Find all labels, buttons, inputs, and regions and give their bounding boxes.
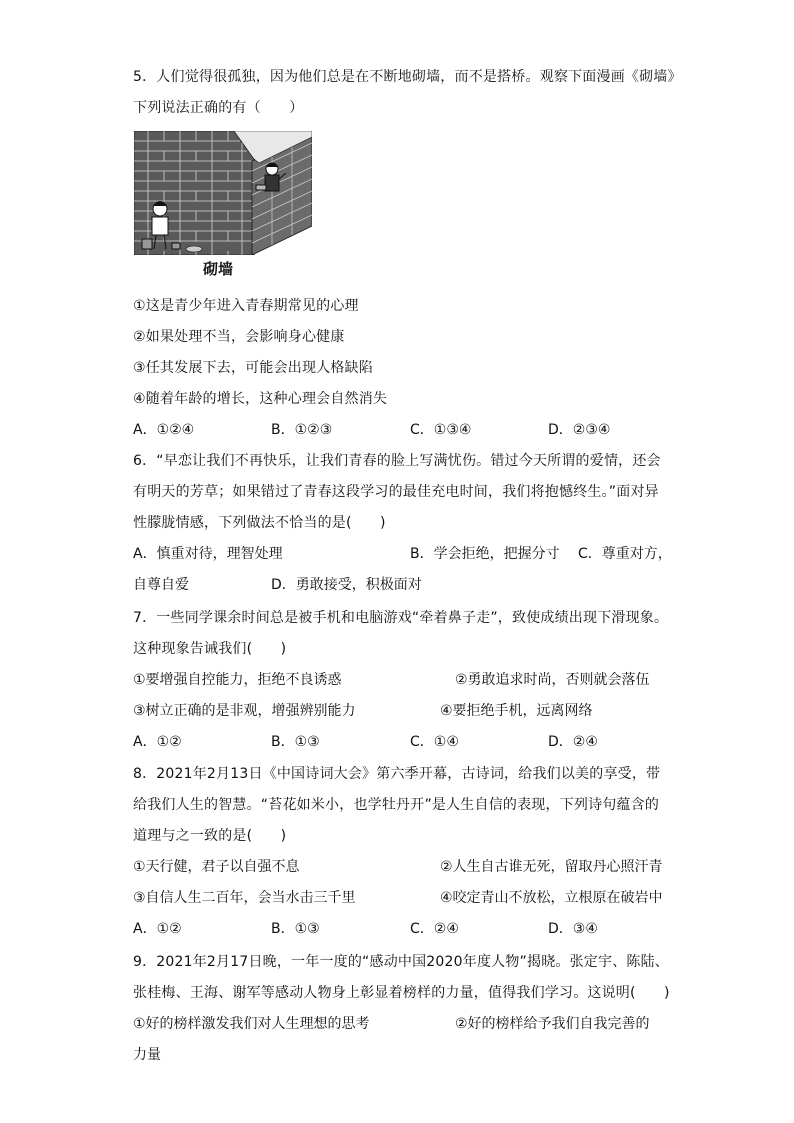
left-wall	[134, 131, 254, 255]
q6-option-d: D．勇敢接受，积极面对	[271, 577, 422, 593]
q6-option-c: C．尊重对方，	[578, 546, 672, 562]
q5-stem-line2: 下列说法正确的有（ ）	[133, 100, 304, 116]
q8-statement-4: ④咬定青山不放松，立根原在破岩中	[440, 890, 663, 906]
q9-statement-2: ②好的榜样给予我们自我完善的	[455, 1016, 650, 1032]
q7-option-b: B．①③	[271, 734, 320, 750]
q8-option-b: B．①③	[271, 921, 320, 937]
q6-option-c-cont: 自尊自爱	[133, 577, 189, 593]
q6-stem-line3: 性朦胧情感，下列做法不恰当的是( )	[133, 515, 386, 531]
q5-statement-3: ③任其发展下去，可能会出现人格缺陷	[133, 360, 373, 376]
q7-stem-line2: 这种现象告诫我们( )	[133, 641, 287, 657]
q5-option-d: D．②③④	[548, 422, 611, 438]
q8-statement-3: ③自信人生二百年，会当水击三千里	[133, 890, 356, 906]
q9-stem-line1: 9．2021年2月17日晚，一年一度的“感动中国2020年度人物”揭晓。张定宇、陈陆、	[133, 954, 669, 970]
q8-option-a: A．①②	[133, 921, 182, 937]
q7-option-a: A．①②	[133, 734, 182, 750]
q8-option-d: D．③④	[548, 921, 598, 937]
brick-wall-cartoon	[134, 131, 312, 255]
q5-statement-1: ①这是青少年进入青春期常见的心理	[133, 298, 359, 314]
q7-statement-4: ④要拒绝手机，远离网络	[440, 703, 593, 719]
q8-stem-line1: 8．2021年2月13日《中国诗词大会》第六季开幕，古诗词，给我们以美的享受，带	[133, 766, 661, 782]
q9-statement-1: ①好的榜样激发我们对人生理想的思考	[133, 1016, 370, 1032]
q6-stem-line2: 有明天的芳草；如果错过了青春这段学习的最佳充电时间，我们将抱憾终生。”面对异	[133, 484, 659, 500]
q7-option-d: D．②④	[548, 734, 598, 750]
q6-option-a: A．慎重对待，理智处理	[133, 546, 283, 562]
cartoon-caption: 砌墙	[203, 260, 234, 278]
q5-option-c: C．①③④	[410, 422, 472, 438]
q5-statement-4: ④随着年龄的增长，这种心理会自然消失	[133, 391, 388, 407]
q7-statement-2: ②勇敢追求时尚，否则就会落伍	[455, 672, 650, 688]
q9-stem-line2: 张桂梅、王海、谢军等感动人物身上彰显着榜样的力量，值得我们学习。这说明( )	[133, 985, 670, 1001]
q6-stem-line1: 6．“早恋让我们不再快乐，让我们青春的脸上写满忧伤。错过今天所谓的爱情，还会	[133, 453, 661, 469]
q8-statement-1: ①天行健，君子以自强不息	[133, 859, 300, 875]
q8-option-c: C．②④	[410, 921, 459, 937]
q7-statement-1: ①要增强自控能力，拒绝不良诱惑	[133, 672, 342, 688]
q9-statement-2-cont: 力量	[133, 1047, 161, 1063]
q5-option-a: A．①②④	[133, 422, 195, 438]
q7-statement-3: ③树立正确的是非观，增强辨别能力	[133, 703, 356, 719]
q5-stem-line1: 5．人们觉得很孤独，因为他们总是在不断地砌墙，而不是搭桥。观察下面漫画《砌墙》	[133, 69, 682, 85]
q7-stem-line1: 7．一些同学课余时间总是被手机和电脑游戏“牵着鼻子走”，致使成绩出现下滑现象。	[133, 610, 669, 626]
q8-stem-line2: 给我们人生的智慧。“苔花如米小，也学牡丹开”是人生自信的表现，下列诗句蕴含的	[133, 797, 660, 813]
q8-stem-line3: 道理与之一致的是( )	[133, 828, 287, 844]
q6-option-b: B．学会拒绝，把握分寸	[410, 546, 560, 562]
q5-option-b: B．①②③	[271, 422, 333, 438]
q5-statement-2: ②如果处理不当，会影响身心健康	[133, 329, 345, 345]
q7-option-c: C．①④	[410, 734, 459, 750]
q8-statement-2: ②人生自古谁无死，留取丹心照汗青	[440, 859, 663, 875]
